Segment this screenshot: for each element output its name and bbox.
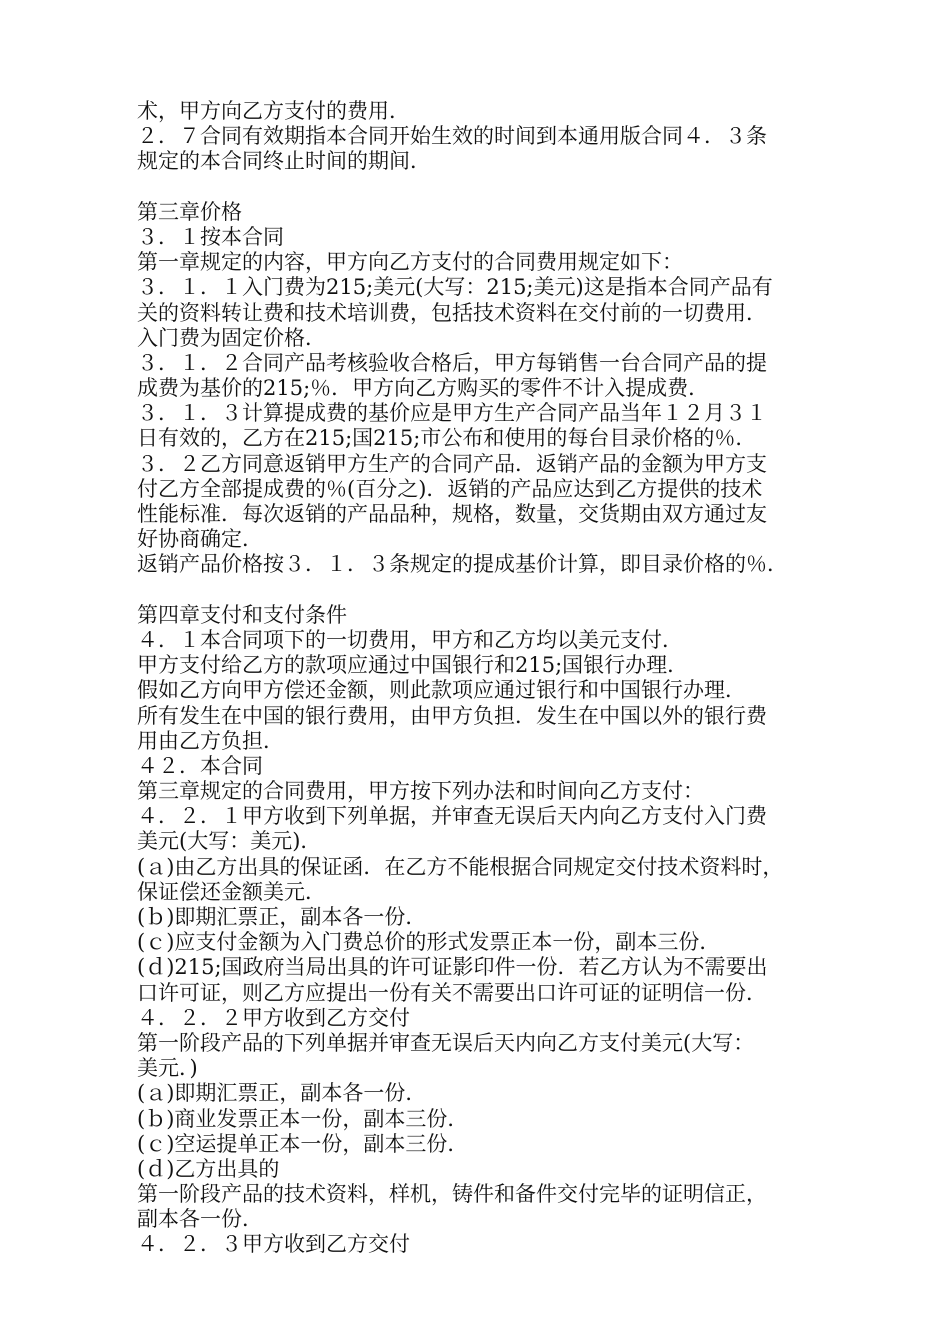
text-line: ２．７合同有效期指本合同开始生效的时间到本通用版合同４．３条: [137, 124, 767, 149]
text-line: 美元．): [137, 1056, 198, 1081]
text-line: 第一阶段产品的下列单据并审查无误后天内向乙方支付美元(大写：: [137, 1030, 755, 1055]
blank-line: [137, 175, 827, 200]
text-line: 好协商确定．: [137, 527, 263, 552]
document-page: [137, 99, 827, 1258]
text-line: 入门费为固定价格．: [137, 325, 326, 350]
text-line: (ｂ)即期汇票正，副本各一份．: [137, 905, 427, 929]
text-line: 第一章规定的内容，甲方向乙方支付的合同费用规定如下：: [137, 250, 683, 275]
text-line: ３．１按本合同: [137, 224, 284, 249]
text-line: ４．２．１甲方收到下列单据，并审查无误后天内向乙方支付入门费: [137, 804, 767, 829]
text-line: 术，甲方向乙方支付的费用．: [137, 99, 410, 123]
chapter-heading: 第三章价格: [137, 199, 242, 224]
text-line: ３．１．３计算提成费的基价应是甲方生产合同产品当年１２月３１: [137, 401, 767, 426]
text-line: 规定的本合同终止时间的期间．: [137, 149, 431, 174]
chapter-heading: 第四章支付和支付条件: [137, 602, 347, 627]
text-line: (ａ)由乙方出具的保证函．在乙方不能根据合同规定交付技术资料时，: [137, 854, 784, 879]
text-line: 所有发生在中国的银行费用，由甲方负担．发生在中国以外的银行费: [137, 703, 767, 728]
text-line: ４．２．３甲方收到乙方交付: [137, 1232, 410, 1257]
text-line: 关的资料转让费和技术培训费，包括技术资料在交付前的一切费用．: [137, 300, 767, 325]
text-line: 返销产品价格按３．１．３条规定的提成基价计算，即目录价格的％．: [137, 552, 788, 577]
text-line: ４．１本合同项下的一切费用，甲方和乙方均以美元支付．: [137, 627, 683, 652]
text-line: 性能标准．每次返销的产品品种，规格，数量，交货期由双方通过友: [137, 502, 767, 526]
text-line: ３．１．１入门费为215;美元(大写：215;美元)这是指本合同产品有: [137, 275, 773, 300]
text-line: 保证偿还金额美元．: [137, 879, 326, 904]
text-line: 甲方支付给乙方的款项应通过中国银行和215;国银行办理．: [137, 653, 689, 678]
text-line: 日有效的，乙方在215;国215;市公布和使用的每台目录价格的％．: [137, 426, 757, 451]
text-line: (ｂ)商业发票正本一份，副本三份．: [137, 1106, 469, 1131]
text-line: 口许可证，则乙方应提出一份有关不需要出口许可证的证明信一份．: [137, 980, 767, 1005]
text-line: ４２．本合同: [137, 753, 263, 778]
text-line: 用由乙方负担．: [137, 728, 284, 753]
text-line: 美元(大写：美元)．: [137, 829, 322, 854]
blank-line: [137, 578, 827, 603]
text-line: ４．２．２甲方收到乙方交付: [137, 1005, 410, 1030]
text-line: ３．２乙方同意返销甲方生产的合同产品．返销产品的金额为甲方支: [137, 451, 767, 476]
text-line: (ｄ)215;国政府当局出具的许可证影印件一份．若乙方认为不需要出: [137, 955, 768, 980]
text-line: ３．１．２合同产品考核验收合格后，甲方每销售一台合同产品的提: [137, 350, 767, 375]
text-line: 成费为基价的215;％．甲方向乙方购买的零件不计入提成费．: [137, 376, 710, 401]
text-line: (ｄ)乙方出具的: [137, 1156, 280, 1181]
text-line: (ａ)即期汇票正，副本各一份．: [137, 1081, 427, 1106]
text-line: (ｃ)应支付金额为入门费总价的形式发票正本一份，副本三份．: [137, 930, 721, 955]
text-line: 付乙方全部提成费的％(百分之)．返销的产品应达到乙方提供的技术: [137, 476, 763, 501]
text-line: 副本各一份．: [137, 1207, 263, 1232]
text-line: 第一阶段产品的技术资料，样机，铸件和备件交付完毕的证明信正，: [137, 1182, 767, 1207]
text-line: 假如乙方向甲方偿还金额，则此款项应通过银行和中国银行办理．: [137, 678, 746, 703]
text-line: 第三章规定的合同费用，甲方按下列办法和时间向乙方支付：: [137, 779, 704, 804]
text-line: (ｃ)空运提单正本一份，副本三份．: [137, 1131, 469, 1156]
